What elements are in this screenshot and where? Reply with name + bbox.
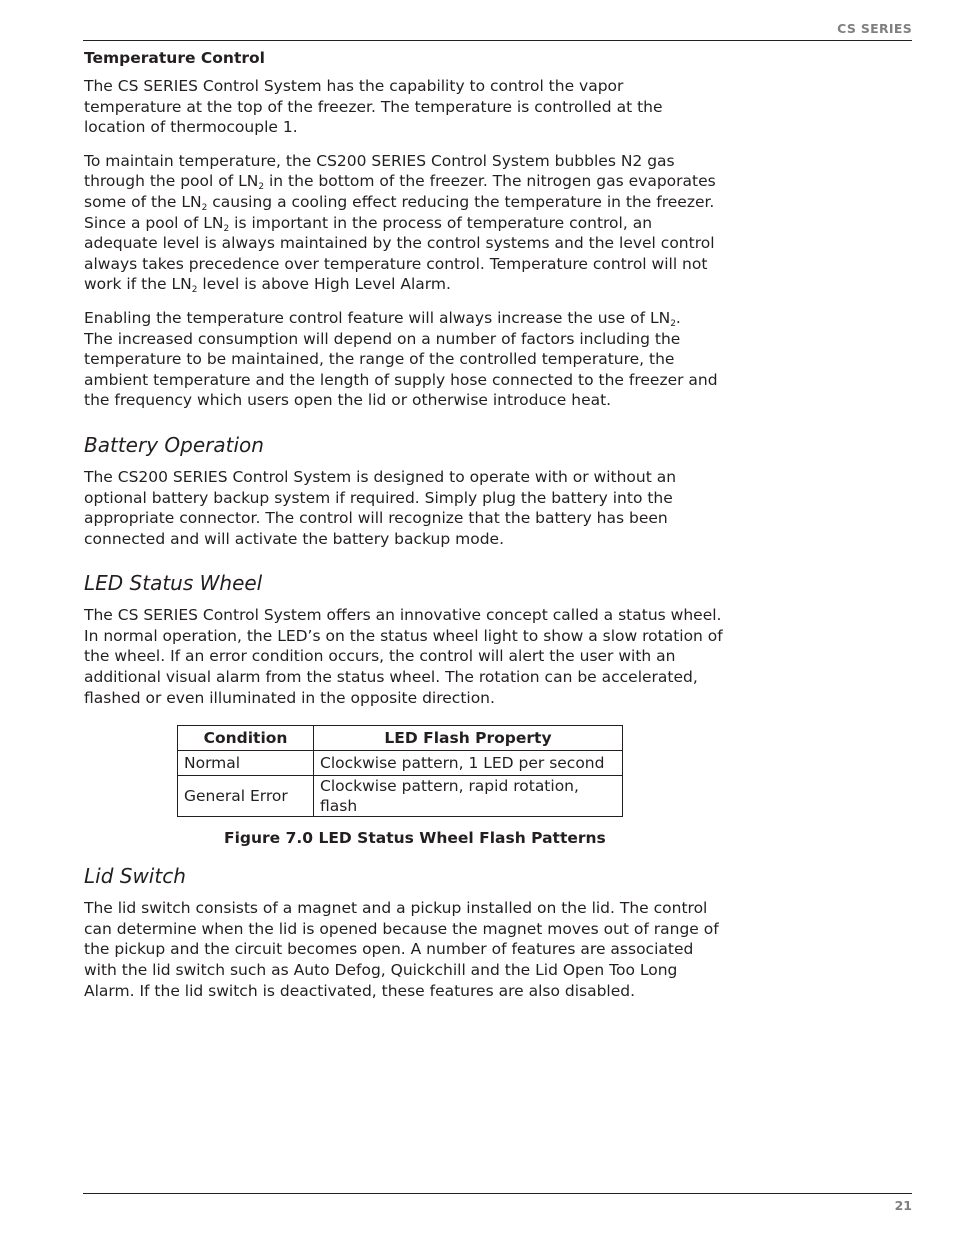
temperature-control-paragraph-2: To maintain temperature, the CS200 SERIES Control System bubbles N2 gas through the pool of $LN_2$ in the bottom of the freezer. The nitrogen gas evaporates some of the $LN_2$ causing a cooling effect reducing the temperature in the freezer. Since a pool of $LN_2$ is important in the process of temperature control, an adequate level is always maintained by the control systems and the level control always takes precedence over temperature control. Temperature control will not work if the $LN_2$ level is above High Level Alarm. <box>84 151 716 296</box>
footer-rule <box>83 1193 912 1194</box>
led-status-wheel-heading: LED Status Wheel <box>84 571 263 596</box>
lid-switch-heading: Lid Switch <box>84 864 186 889</box>
table-row <box>178 751 623 776</box>
table-cell: General Error <box>178 776 314 817</box>
led-flash-table <box>177 725 623 817</box>
page-content <box>84 48 724 1001</box>
battery-operation-heading: Battery Operation <box>84 432 264 457</box>
table-header-led-flash-property: LED Flash Property <box>314 726 623 751</box>
table-row <box>178 776 623 817</box>
led-status-wheel-paragraph: The CS SERIES Control System offers an innovative concept called a status wheel. In normal operation, the LED’s on the status wheel light to show a slow rotation of the wheel. If an error condition occurs, the control will alert the user with an additional visual alarm from the status wheel. The rotation can be accelerated, flashed or even illuminated in the opposite direction. <box>84 606 723 707</box>
temperature-control-paragraph-3: Enabling the temperature control feature will always increase the use of $LN_2$. The increased consumption will depend on a number of factors including the temperature to be maintained, the range of the controlled temperature, the ambient temperature and the length of supply hose connected to the freezer and the frequency which users open the lid or otherwise introduce heat. <box>84 308 718 410</box>
table-header-row <box>178 726 623 751</box>
page-number: 21 <box>894 1198 912 1213</box>
running-header: CS SERIES <box>837 21 912 36</box>
table-cell: Clockwise pattern, rapid rotation, flash <box>314 776 623 817</box>
table-header-condition: Condition <box>178 726 314 751</box>
temperature-control-paragraph-1: The CS SERIES Control System has the capability to control the vapor temperature at the top of the freezer. The temperature is controlled at the location of thermocouple 1. <box>84 77 663 137</box>
header-rule <box>83 40 912 41</box>
table-cell: Normal <box>178 751 314 776</box>
figure-caption: Figure 7.0 LED Status Wheel Flash Patterns <box>224 829 606 848</box>
battery-operation-paragraph: The CS200 SERIES Control System is designed to operate with or without an optional battery backup system if required. Simply plug the battery into the appropriate connector. The control will recognize that the battery has been connected and will activate the battery backup mode. <box>84 467 677 548</box>
table-cell: Clockwise pattern, 1 LED per second <box>314 751 623 776</box>
temperature-control-heading: Temperature Control <box>84 49 265 67</box>
lid-switch-paragraph: The lid switch consists of a magnet and a pickup installed on the lid. The control can determine when the lid is opened because the magnet moves out of range of the pickup and the circuit becomes open. A number of features are associated with the lid switch such as Auto Defog, Quickchill and the Lid Open Too Long Alarm. If the lid switch is deactivated, these features are also disabled. <box>84 899 719 1000</box>
